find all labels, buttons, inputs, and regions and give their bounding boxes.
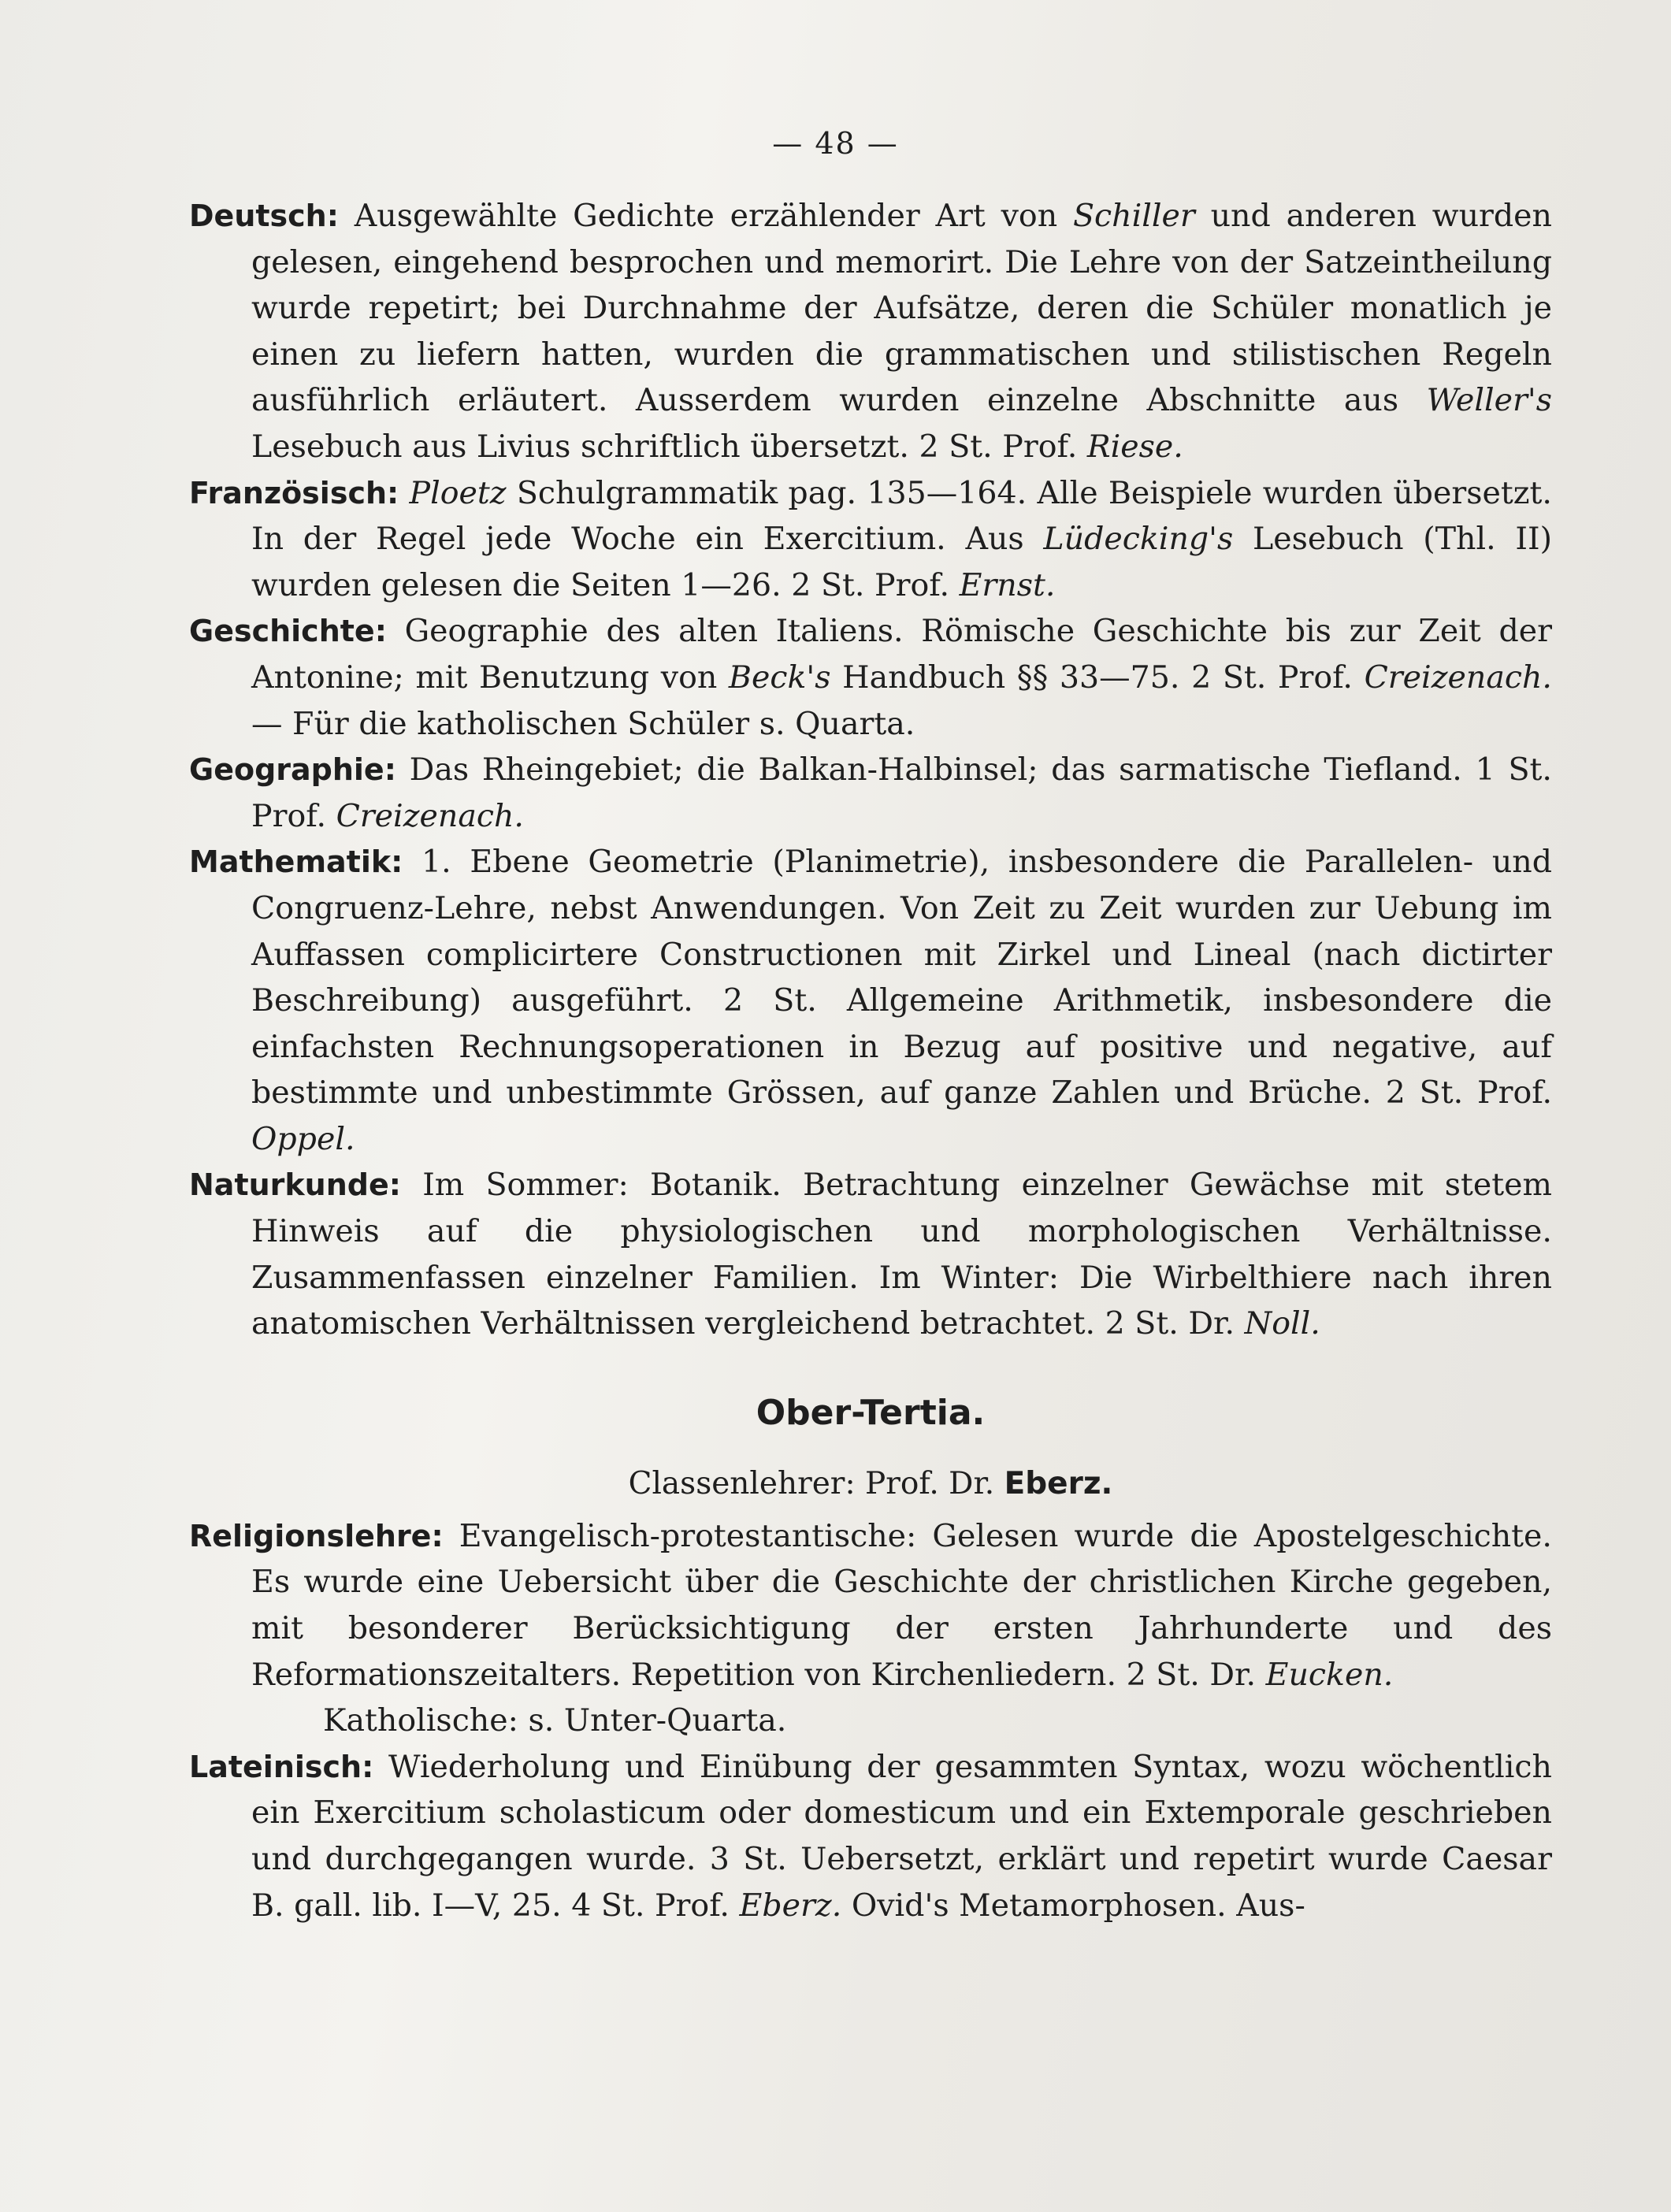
entry-lateinisch	[189, 1744, 1552, 1928]
entry-franzoesisch	[189, 470, 1552, 609]
subject-label: Geschichte:	[189, 614, 387, 649]
subject-label: Religionslehre:	[189, 1518, 444, 1553]
class-teacher-line	[189, 1461, 1552, 1507]
subject-label: Deutsch:	[189, 199, 339, 233]
entry-text: Lesebuch aus Livius schriftlich übersetzt. 2 St. Prof.	[251, 428, 1078, 465]
teacher-name: Ernst.	[959, 566, 1056, 603]
entry-text: Das Rheingebiet; die Balkan-Halbinsel; das sarmatische Tiefland. 1 St. Prof.	[251, 752, 1552, 834]
entry-text: Geographie des alten Italiens. Römische Geschichte bis zur Zeit der Antonine; mit Benutzung von	[251, 613, 1552, 696]
class-teacher-prefix: Classenlehrer: Prof. Dr.	[628, 1465, 995, 1501]
entry-text: Ovid's Metamorphosen. Aus-	[851, 1887, 1305, 1924]
subject-label: Mathematik:	[189, 844, 403, 880]
entry-text: und anderen wurden gelesen, eingehend besprochen und memorirt. Die Lehre von der Satzeintheilung wurde repetirt; bei Durchnahme der Aufsätze, deren die Schüler monatlich je einen zu liefern hatten, wurden die grammatischen und stilistischen Regeln ausführlich erläutert. Ausserdem wurden einzelne Abschnitte aus	[251, 198, 1552, 419]
entry-mathematik	[189, 839, 1552, 1162]
entry-text: Evangelisch-protestantische: Gelesen wurde die Apostelgeschichte. Es wurde eine Uebersicht über die Geschichte der christlichen Kirche gegeben, mit besonderer Berücksichtigung der ersten Jahrhunderte und des Reformationszeitalters. Repetition von Kirchenliedern. 2 St. Dr.	[251, 1517, 1552, 1693]
entry-geographie	[189, 747, 1552, 839]
teacher-name: Creizenach.	[336, 797, 524, 834]
teacher-name: Creizenach.	[1364, 659, 1552, 696]
entry-text: — Für die katholischen Schüler s. Quarta.	[251, 705, 915, 742]
entry-deutsch	[189, 193, 1552, 470]
author-name: Lüdecking's	[1043, 521, 1234, 558]
author-name: Weller's	[1426, 382, 1552, 419]
entry-text: Im Sommer: Botanik. Betrachtung einzelner Gewächse mit stetem Hinweis auf die physiologischen und morphologischen Verhältnisse. Zusammenfassen einzelner Familien. Im Winter: Die Wirbelthiere nach ihren anatomischen Verhältnissen vergleichend betrachtet. 2 St. Dr.	[251, 1167, 1552, 1342]
page-content	[189, 193, 1552, 1928]
entry-text: Ausgewählte Gedichte erzählender Art von	[354, 198, 1058, 234]
subject-label: Lateinisch:	[189, 1749, 374, 1784]
subject-label: Geographie:	[189, 752, 396, 788]
teacher-name: Riese.	[1086, 428, 1183, 465]
entry-geschichte	[189, 608, 1552, 747]
teacher-name: Noll.	[1244, 1305, 1320, 1342]
teacher-name: Eucken.	[1265, 1656, 1394, 1693]
teacher-name: Oppel.	[251, 1120, 355, 1157]
entry-katholisch: Katholische: s. Unter-Quarta.	[323, 1702, 787, 1739]
subject-label: Französisch:	[189, 475, 399, 510]
subject-label: Naturkunde:	[189, 1167, 401, 1203]
author-name: Schiller	[1073, 198, 1195, 234]
class-teacher-name: Eberz.	[1004, 1465, 1113, 1501]
teacher-name: Eberz.	[739, 1887, 842, 1924]
entry-religionslehre	[189, 1513, 1552, 1698]
section-heading: Ober-Tertia.	[756, 1392, 986, 1433]
author-name: Ploetz	[409, 474, 507, 511]
entry-text: Wiederholung und Einübung der gesammten Syntax, wozu wöchentlich ein Exercitium scholasticum oder domesticum und ein Extemporale geschrieben und durchgegangen wurde. 3 St. Uebersetzt, erklärt und repetirt wurde Caesar B. gall. lib. I—V, 25. 4 St. Prof.	[251, 1748, 1552, 1924]
entry-naturkunde	[189, 1162, 1552, 1346]
author-name: Beck's	[728, 659, 831, 696]
entry-text: Schulgrammatik pag. 135—164. Alle Beispiele wurden übersetzt. In der Regel jede Woche ein Exercitium. Aus	[251, 474, 1552, 558]
entry-text: 1. Ebene Geometrie (Planimetrie), insbesondere die Parallelen- und Congruenz-Lehre, nebst Anwendungen. Von Zeit zu Zeit wurden zur Uebung im Auffassen complicirtere Constructionen mit Zirkel und Lineal (nach dictirter Beschreibung) ausgeführt. 2 St. Allgemeine Arithmetik, insbesondere die einfachsten Rechnungsoperationen in Bezug auf positive und negative, auf bestimmte und unbestimmte Grössen, auf ganze Zahlen und Brüche. 2 St. Prof.	[251, 844, 1552, 1112]
page-number: — 48 —	[772, 126, 899, 161]
entry-text: Handbuch §§ 33—75. 2 St. Prof.	[842, 659, 1353, 696]
entry-text: Lesebuch (Thl. II) wurden gelesen die Seiten 1—26. 2 St. Prof.	[251, 521, 1553, 603]
